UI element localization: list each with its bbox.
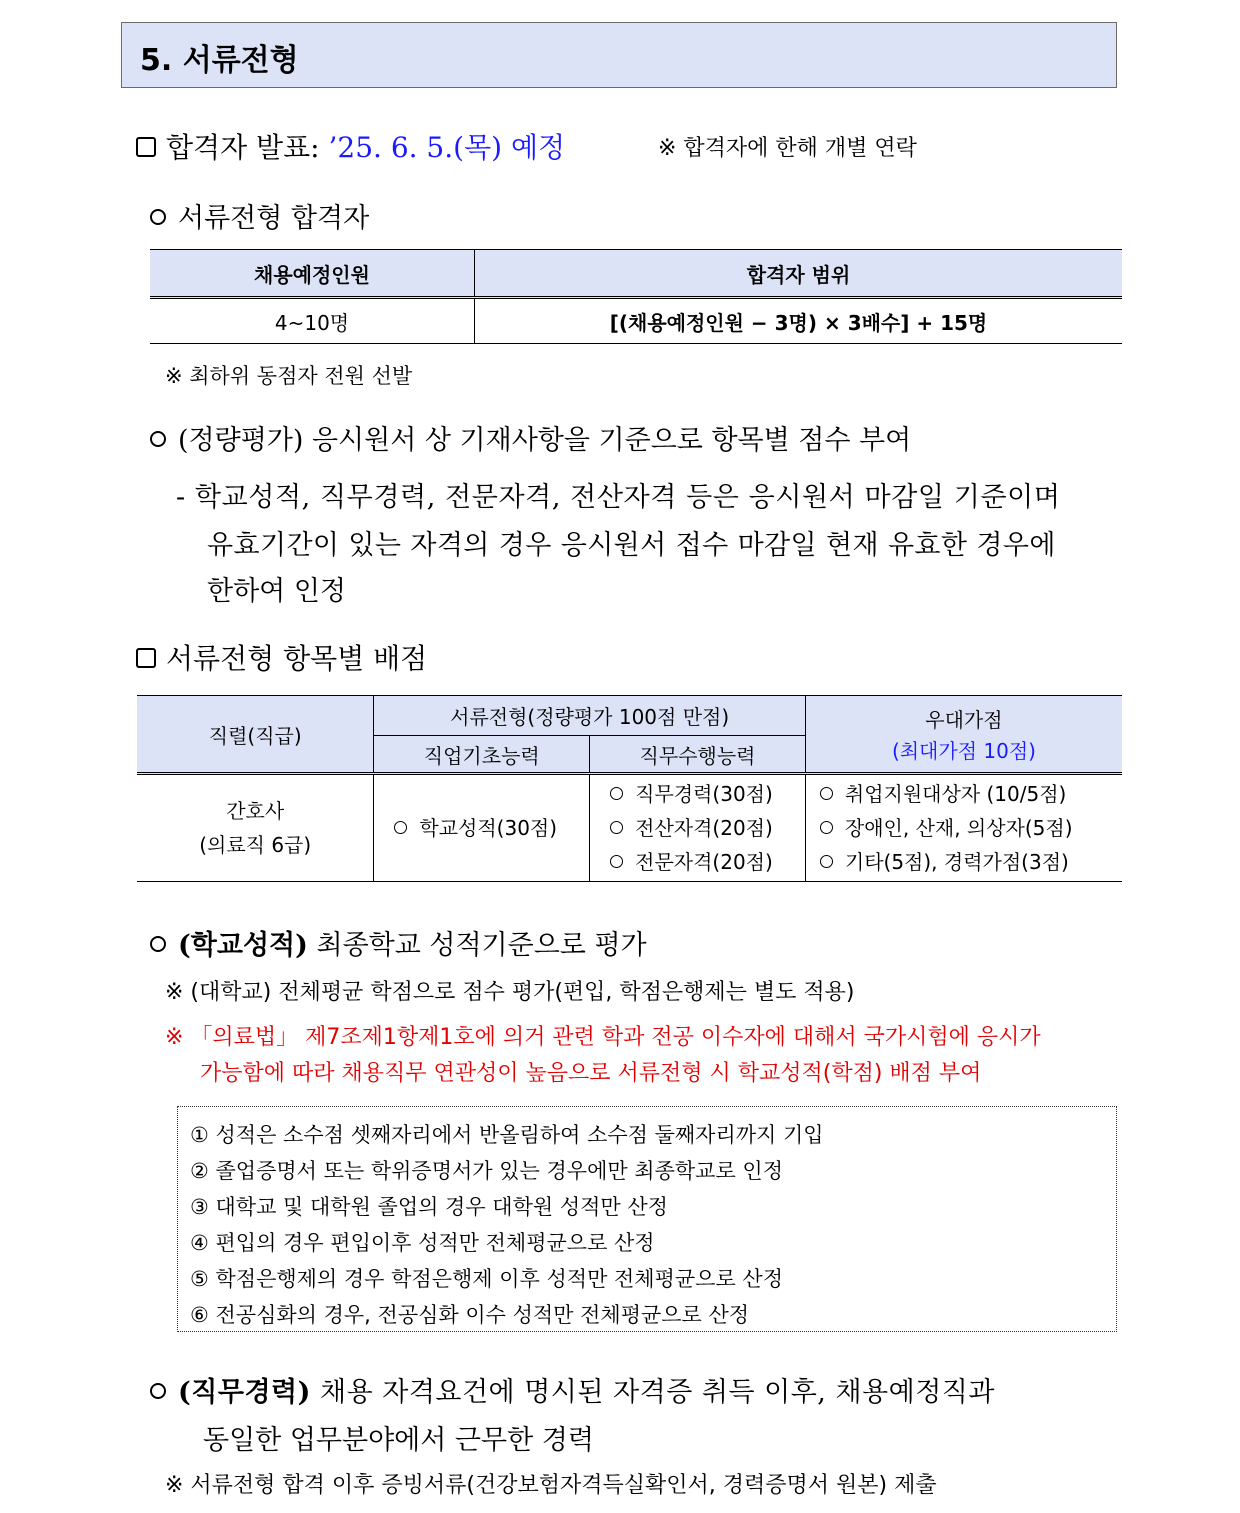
passers-note: ※ 최하위 동점자 전원 선발 <box>165 364 413 388</box>
school-heading-line <box>150 923 647 962</box>
passers-table <box>150 249 1122 344</box>
scoring-cell-perf <box>590 774 806 882</box>
scoring-rank-line2: (의료직 6급) <box>199 833 312 857</box>
scoring-cell-basic <box>374 774 590 882</box>
list-item: 전문자격(20점) <box>610 845 804 879</box>
scoring-cell-bonus <box>805 774 1122 882</box>
quant-line-2: 유효기간이 있는 자격의 경우 응시원서 접수 마감일 현재 유효한 경우에 <box>207 530 1056 561</box>
school-heading-rest: 최종학교 성적기준으로 평가 <box>316 930 647 961</box>
career-heading-rest: 채용 자격요건에 명시된 자격증 취득 이후, 채용예정직과 <box>319 1377 995 1408</box>
career-note: ※ 서류전형 합격 이후 증빙서류(건강보험자격득실확인서, 경력증명서 원본) 제출 <box>165 1473 937 1498</box>
school-rule-3: ③ 대학교 및 대학원 졸업의 경우 대학원 성적만 산정 <box>190 1195 668 1219</box>
list-item: 취업지원대상자 (10/5점) <box>820 777 1121 811</box>
school-rule-5: ⑤ 학점은행제의 경우 학점은행제 이후 성적만 전체평균으로 산정 <box>190 1267 783 1291</box>
scoring-header-bonus-max: (최대가점 10점) <box>891 739 1036 763</box>
section-header <box>121 22 1117 88</box>
scoring-rank-line1: 간호사 <box>226 799 285 823</box>
passers-heading: 서류전형 합격자 <box>178 203 370 234</box>
announcement-note: ※ 합격자에 한해 개별 연락 <box>658 136 917 161</box>
circle-bullet-icon <box>394 821 407 834</box>
list-item: 장애인, 산재, 의상자(5점) <box>820 811 1121 845</box>
announcement-label: 합격자 발표: <box>166 131 320 164</box>
school-rule-1: ① 성적은 소수점 셋째자리에서 반올림하여 소수점 둘째자리까지 기입 <box>190 1123 824 1147</box>
school-rule-4: ④ 편입의 경우 편입이후 성적만 전체평균으로 산정 <box>190 1231 655 1255</box>
circle-bullet-icon <box>610 821 623 834</box>
school-rules-box <box>177 1106 1117 1332</box>
announcement-date: ’25. 6. 5.(목) 예정 <box>328 131 566 164</box>
checkbox-square-icon <box>136 648 156 668</box>
scoring-header-doc: 서류전형(정량평가 100점 만점) <box>374 696 806 736</box>
circle-bullet-icon <box>150 1383 166 1399</box>
circle-bullet-icon <box>820 821 833 834</box>
scoring-header-bonus: 우대가점 <box>925 708 1003 732</box>
passers-cell-planned: 4~10명 <box>274 310 350 335</box>
circle-bullet-icon <box>610 787 623 800</box>
scoring-cell-rank <box>137 774 374 882</box>
quant-line-1: - 학교성적, 직무경력, 전문자격, 전산자격 등은 응시원서 마감일 기준이며 <box>176 482 1061 513</box>
career-heading-line <box>150 1370 995 1409</box>
school-rule-2: ② 졸업증명서 또는 학위증명서가 있는 경우에만 최종학교로 인정 <box>190 1159 783 1183</box>
circle-bullet-icon <box>610 855 623 868</box>
scoring-table <box>137 695 1122 882</box>
scoring-header-bonus-cell <box>805 696 1122 774</box>
scoring-header-perf: 직무수행능력 <box>590 736 806 774</box>
section-title: 5. 서류전형 <box>140 43 299 78</box>
passers-heading-line <box>150 196 369 235</box>
list-item: 전산자격(20점) <box>610 811 804 845</box>
list-item: 기타(5점), 경력가점(3점) <box>820 845 1121 879</box>
school-rule-6: ⑥ 전공심화의 경우, 전공심화 이수 성적만 전체평균으로 산정 <box>190 1303 750 1327</box>
school-note-2-line2: 가능함에 따라 채용직무 연관성이 높음으로 서류전형 시 학교성적(학점) 배점 부여 <box>200 1061 982 1086</box>
quant-line-3: 한하여 인정 <box>207 576 346 607</box>
scoring-header-basic: 직업기초능력 <box>374 736 590 774</box>
passers-header-range: 합격자 범위 <box>475 250 1123 298</box>
list-item: 직무경력(30점) <box>610 777 804 811</box>
scoring-heading-line <box>136 637 427 677</box>
career-line-2: 동일한 업무분야에서 근무한 경력 <box>203 1425 594 1456</box>
career-heading-bold: (직무경력) <box>178 1377 311 1408</box>
list-item: 학교성적(30점) <box>394 811 588 845</box>
passers-cell-range: [(채용예정인원 − 3명) × 3배수] + 15명 <box>475 298 1123 344</box>
school-heading-bold: (학교성적) <box>178 930 308 961</box>
circle-bullet-icon <box>150 431 166 447</box>
circle-bullet-icon <box>820 787 833 800</box>
circle-bullet-icon <box>820 855 833 868</box>
quant-heading: (정량평가) 응시원서 상 기재사항을 기준으로 항목별 점수 부여 <box>178 425 912 456</box>
school-note-2-line1: ※ 「의료법」 제7조제1항제1호에 의거 관련 학과 전공 이수자에 대해서 국가시험에 응시가 <box>165 1025 1041 1050</box>
quant-heading-line <box>150 418 911 457</box>
school-note-1: ※ (대학교) 전체평균 학점으로 점수 평가(편입, 학점은행제는 별도 적용) <box>165 980 855 1005</box>
checkbox-square-icon <box>136 137 156 157</box>
scoring-header-rank: 직렬(직급) <box>137 696 374 774</box>
scoring-heading: 서류전형 항목별 배점 <box>166 642 428 675</box>
passers-header-planned: 채용예정인원 <box>150 250 475 298</box>
announcement-line <box>136 126 565 166</box>
circle-bullet-icon <box>150 209 166 225</box>
circle-bullet-icon <box>150 936 166 952</box>
